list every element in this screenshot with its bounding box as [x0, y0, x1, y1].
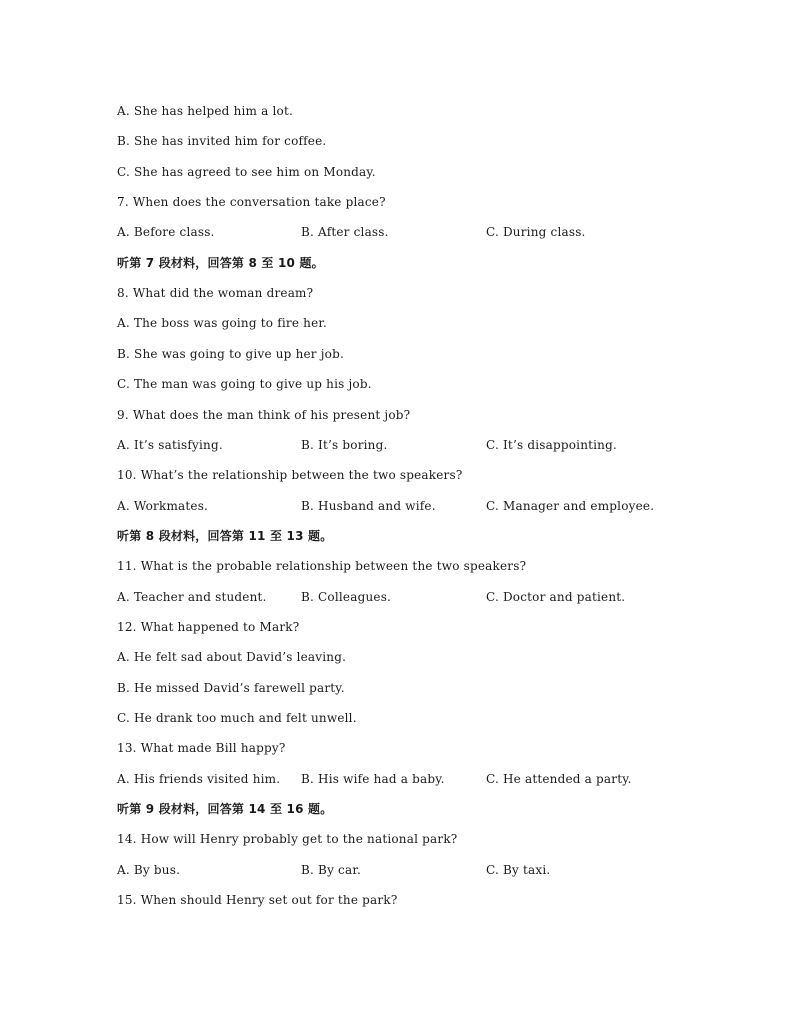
text-line: C. She has agreed to see him on Monday. [117, 165, 376, 179]
option-c: C. Doctor and patient. [486, 590, 626, 604]
option-b: B. By car. [301, 863, 361, 877]
option-a: A. His friends visited him. [117, 772, 281, 786]
option-a: A. It’s satisfying. [117, 438, 223, 452]
option-c: C. During class. [486, 225, 586, 239]
option-row [117, 862, 677, 878]
option-a: A. By bus. [117, 863, 181, 877]
text-line: B. She was going to give up her job. [117, 347, 345, 361]
text-line: 11. What is the probable relationship between the two speakers? [117, 559, 527, 573]
option-row [117, 589, 677, 605]
option-row [117, 224, 677, 240]
option-c: C. By taxi. [486, 863, 551, 877]
text-line: 8. What did the woman dream? [117, 286, 314, 300]
section-heading: 听第 9 段材料，回答第 14 至 16 题。 [117, 802, 333, 816]
option-b: B. Husband and wife. [301, 499, 436, 513]
option-a: A. Workmates. [117, 499, 209, 513]
text-line: 12. What happened to Mark? [117, 620, 300, 634]
option-b: B. It’s boring. [301, 438, 388, 452]
option-b: B. His wife had a baby. [301, 772, 445, 786]
text-line: B. He missed David’s farewell party. [117, 681, 345, 695]
text-line: 9. What does the man think of his present job? [117, 408, 411, 422]
option-row [117, 437, 677, 453]
option-row [117, 498, 677, 514]
option-b: B. After class. [301, 225, 389, 239]
text-line: 15. When should Henry set out for the park? [117, 893, 398, 907]
text-line: 10. What’s the relationship between the two speakers? [117, 468, 463, 482]
option-row [117, 771, 677, 787]
option-c: C. Manager and employee. [486, 499, 655, 513]
option-a: A. Before class. [117, 225, 215, 239]
text-line: 14. How will Henry probably get to the national park? [117, 832, 458, 846]
text-line: 13. What made Bill happy? [117, 741, 286, 755]
text-line: B. She has invited him for coffee. [117, 134, 327, 148]
text-line: 7. When does the conversation take place? [117, 195, 386, 209]
option-a: A. Teacher and student. [117, 590, 267, 604]
text-line: C. The man was going to give up his job. [117, 377, 372, 391]
section-heading: 听第 8 段材料，回答第 11 至 13 题。 [117, 529, 333, 543]
text-line: A. He felt sad about David’s leaving. [117, 650, 347, 664]
section-heading: 听第 7 段材料，回答第 8 至 10 题。 [117, 256, 324, 270]
text-line: C. He drank too much and felt unwell. [117, 711, 357, 725]
option-c: C. He attended a party. [486, 772, 632, 786]
option-c: C. It’s disappointing. [486, 438, 618, 452]
text-line: A. The boss was going to fire her. [117, 316, 328, 330]
option-b: B. Colleagues. [301, 590, 392, 604]
text-line: A. She has helped him a lot. [117, 104, 293, 118]
